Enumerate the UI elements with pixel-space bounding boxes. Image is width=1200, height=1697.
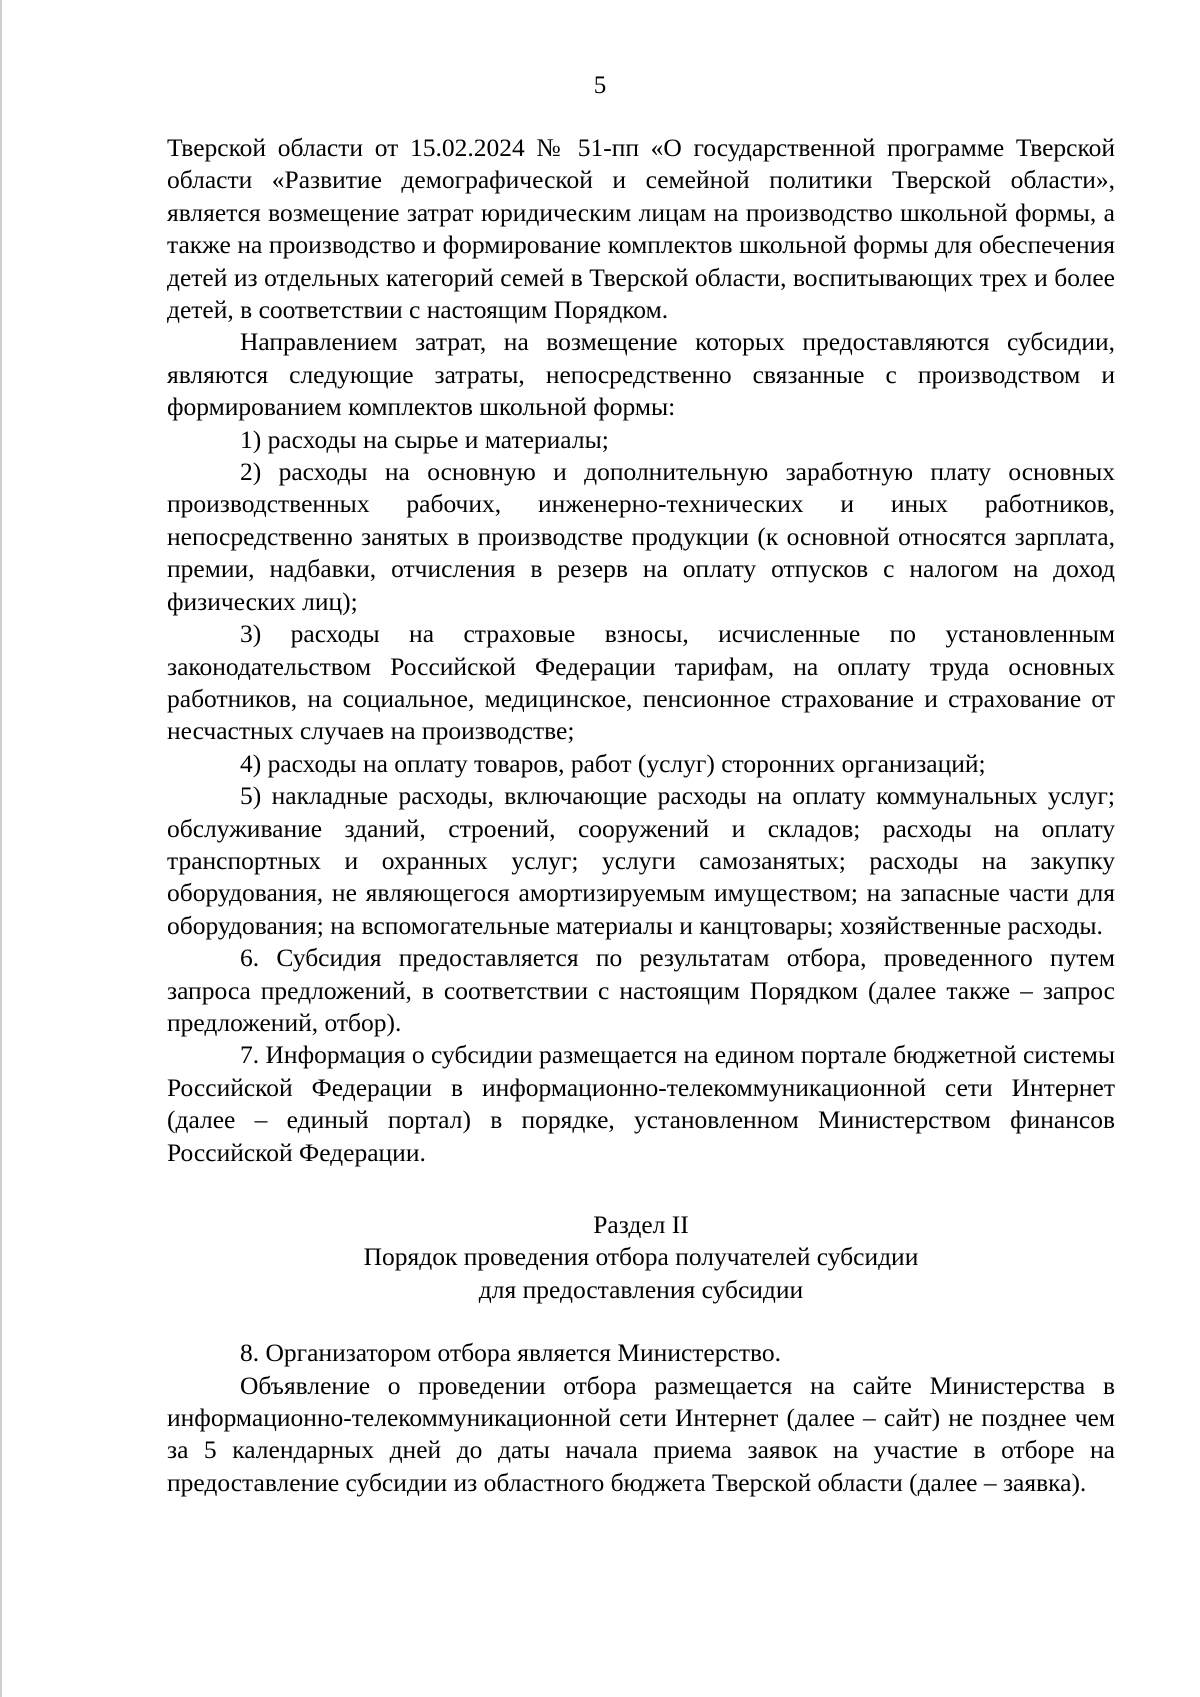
page-number: 5 bbox=[593, 72, 607, 99]
section-title-line-2: для предоставления субсидии bbox=[478, 1274, 804, 1304]
paragraph-announcement: Объявление о проведении отбора размещается на сайте Министерства в информационно-телекоммуникационной сети Интернет (далее – сайт) не позднее чем за 5 календарных дней до даты начала приема заявок на участие в отборе на предоставление субсидии из областного бюджета Тверской области (далее – заявка). bbox=[167, 1370, 1115, 1497]
list-item-4: 4) расходы на оплату товаров, работ (услуг) сторонних организаций; bbox=[240, 748, 986, 778]
list-item-2: 2) расходы на основную и дополнительную заработную плату основных производственных рабочих, инженерно-технических и иных работников, непосредственно занятых в производстве продукции (к основной относятся зарплата, премии, надбавки, отчисления в резерв на оплату отпусков с налогом на доход физических лиц); bbox=[167, 457, 1115, 616]
list-item-5: 5) накладные расходы, включающие расходы на оплату коммунальных услуг; обслуживание зданий, строений, сооружений и складов; расходы на оплату транспортных и охранных услуг; услуги самозанятых; расходы на закупку оборудования, не являющегося амортизируемым имуществом; на запасные части для оборудования; на вспомогательные материалы и канцтовары; хозяйственные расходы. bbox=[167, 781, 1115, 940]
section-label: Раздел II bbox=[593, 1210, 689, 1239]
page-edge bbox=[0, 0, 2, 1697]
clause-8: 8. Организатором отбора является Министерство. bbox=[240, 1338, 781, 1368]
section-heading bbox=[167, 1209, 1115, 1306]
section-title-line-1: Порядок проведения отбора получателей субсидии bbox=[363, 1242, 919, 1272]
list-item-1: 1) расходы на сырье и материалы; bbox=[240, 424, 609, 454]
paragraph-continuation: Тверской области от 15.02.2024 № 51-пп «О государственной программе Тверской области «Развитие демографической и семейной политики Тверской области», является возмещение затрат юридическим лицам на производство школьной формы, а также на производство и формирование комплектов школьной формы для обеспечения детей из отдельных категорий семей в Тверской области, воспитывающих трех и более детей, в соответствии с настоящим Порядком. bbox=[167, 133, 1115, 325]
list-item-3: 3) расходы на страховые взносы, исчисленные по установленным законодательством Российской Федерации тарифам, на оплату труда основных работников, на социальное, медицинское, пенсионное страхование и страхование от несчастных случаев на производстве; bbox=[167, 619, 1115, 746]
paragraph-cost-directions: Направлением затрат, на возмещение которых предоставляются субсидии, являются следующие затраты, непосредственно связанные с производством и формированием комплектов школьной формы: bbox=[167, 327, 1115, 422]
clause-7: 7. Информация о субсидии размещается на едином портале бюджетной системы Российской Федерации в информационно-телекоммуникационной сети Интернет (далее – единый портал) в порядке, установленном Министерством финансов Российской Федерации. bbox=[167, 1040, 1115, 1167]
section-spacer bbox=[167, 1306, 1115, 1337]
clause-6: 6. Субсидия предоставляется по результатам отбора, проведенного путем запроса предложений, в соответствии с настоящим Порядком (далее также – запрос предложений, отбор). bbox=[167, 943, 1115, 1037]
document-body bbox=[167, 132, 1115, 1499]
